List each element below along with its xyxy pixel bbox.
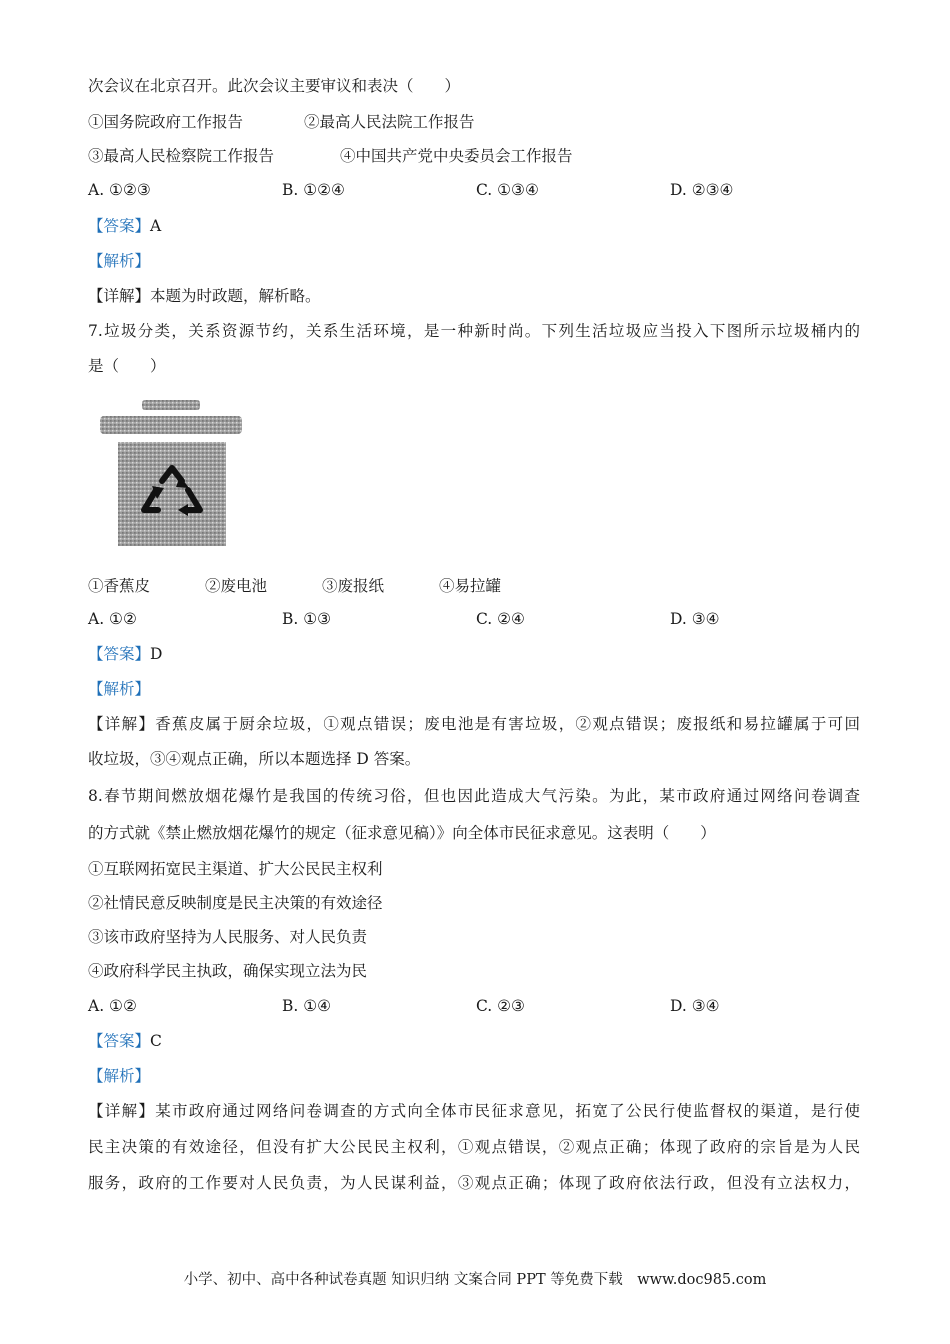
q7-item-2: ②废电池	[205, 577, 268, 595]
q8-option-c: C. ②③	[476, 997, 525, 1015]
answer-tag: 【答案】	[88, 645, 151, 663]
q7-item-1: ①香蕉皮	[88, 577, 151, 595]
recycling-bin-icon	[96, 398, 246, 550]
answer-value: D	[150, 645, 163, 663]
detail-text: 本题为时政题，解析略。	[150, 287, 321, 305]
q6-option-a: A. ①②③	[88, 181, 151, 199]
q6-answer	[88, 216, 161, 236]
q6-item-1: ①国务院政府工作报告	[88, 113, 244, 131]
q8-detail-line-2: 民主决策的有效途径，但没有扩大公民民主权利，①观点错误，②观点正确；体现了政府的宗旨是为人民	[88, 1138, 860, 1156]
detail-text: 香蕉皮属于厨余垃圾，①观点错误；废电池是有害垃圾，②观点错误；废报纸和易拉罐属于可回	[155, 715, 860, 733]
q7-stem-line-1: 7.垃圾分类，关系资源节约，关系生活环境，是一种新时尚。下列生活垃圾应当投入下图所示垃圾桶内的	[88, 322, 860, 340]
detail-text: 某市政府通过网络问卷调查的方式向全体市民征求意见，拓宽了公民行使监督权的渠道，是行使	[155, 1102, 860, 1120]
q8-item-1: ①互联网拓宽民主渠道、扩大公民民主权利	[88, 860, 383, 878]
q7-detail-line-1	[88, 714, 860, 734]
q8-item-3: ③该市政府坚持为人民服务、对人民负责	[88, 928, 368, 946]
q6-option-c: C. ①③④	[476, 181, 539, 199]
q7-option-d: D. ③④	[670, 610, 720, 628]
q7-item-4: ④易拉罐	[439, 577, 502, 595]
detail-tag: 【详解】	[88, 715, 156, 733]
page-footer: 小学、初中、高中各种试卷真题 知识归纳 文案合同 PPT 等免费下载 www.doc985.com	[183, 1272, 767, 1288]
q6-detail	[88, 286, 321, 306]
q8-option-d: D. ③④	[670, 997, 720, 1015]
q8-option-a: A. ①②	[88, 997, 137, 1015]
q7-option-c: C. ②④	[476, 610, 525, 628]
q7-stem-line-2: 是（ ）	[88, 357, 166, 375]
answer-value: C	[150, 1032, 162, 1050]
detail-tag: 【详解】	[88, 1102, 156, 1120]
q6-option-d: D. ②③④	[670, 181, 734, 199]
q7-option-b: B. ①③	[282, 610, 332, 628]
q6-option-b: B. ①②④	[282, 181, 345, 199]
q8-detail-line-1	[88, 1101, 860, 1121]
q7-item-3: ③废报纸	[322, 577, 385, 595]
q7-detail-line-2: 收垃圾，③④观点正确，所以本题选择 D 答案。	[88, 750, 421, 768]
q6-item-3: ③最高人民检察院工作报告	[88, 147, 275, 165]
q7-option-a: A. ①②	[88, 610, 137, 628]
q8-item-2: ②社情民意反映制度是民主决策的有效途径	[88, 894, 383, 912]
q6-analysis-tag: 【解析】	[88, 252, 151, 270]
q8-answer	[88, 1031, 162, 1051]
q6-item-2: ②最高人民法院工作报告	[304, 113, 475, 131]
q8-item-4: ④政府科学民主执政，确保实现立法为民	[88, 962, 368, 980]
detail-tag: 【详解】	[88, 287, 151, 305]
q8-detail-line-3: 服务，政府的工作要对人民负责，为人民谋利益，③观点正确；体现了政府依法行政，但没有立法权力，	[88, 1174, 860, 1192]
q6-item-4: ④中国共产党中央委员会工作报告	[340, 147, 573, 165]
q8-stem-line-1: 8.春节期间燃放烟花爆竹是我国的传统习俗，但也因此造成大气污染。为此，某市政府通过网络问卷调查	[88, 787, 860, 805]
q7-answer	[88, 644, 162, 664]
answer-tag: 【答案】	[88, 217, 151, 235]
q8-analysis-tag: 【解析】	[88, 1067, 151, 1085]
answer-tag: 【答案】	[88, 1032, 151, 1050]
q7-analysis-tag: 【解析】	[88, 680, 151, 698]
q8-option-b: B. ①④	[282, 997, 332, 1015]
answer-value: A	[150, 217, 162, 235]
q8-stem-line-2: 的方式就《禁止燃放烟花爆竹的规定（征求意见稿）》向全体市民征求意见。这表明（ ）	[88, 824, 716, 842]
q6-stem: 次会议在北京召开。此次会议主要审议和表决（ ）	[88, 77, 461, 95]
